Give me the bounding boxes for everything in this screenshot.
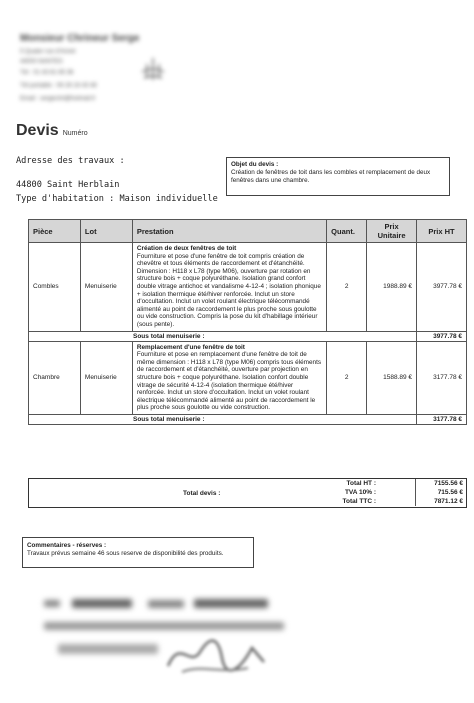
cell-piece: Combles [29, 243, 81, 332]
footer-blur [194, 599, 268, 608]
subtotal-value: 3977.78 € [417, 331, 467, 341]
cell-prix-ht: 3177.78 € [417, 341, 467, 414]
totals-box [28, 478, 467, 508]
cell-prix-unitaire: 1588.89 € [367, 341, 417, 414]
cell-prestation [132, 243, 326, 332]
address-city: 44800 Saint Herblain [16, 180, 120, 190]
subtotal-value: 3177.78 € [417, 414, 467, 424]
total-devis-label: Total devis : [183, 490, 221, 497]
subtotal-label: Sous total menuiserie : [29, 331, 417, 341]
tva-value: 715.56 € [437, 489, 463, 496]
col-prix-unitaire: Prix Unitaire [367, 220, 417, 243]
sender-line: Tél : 01 43 81 65 36 [20, 70, 74, 76]
prestation-text: Fourniture et pose d'une fenêtre de toit compris création de chevêtre et tous éléments de raccordement et d'étanchéité. Dimension : H118 x L78 (type M06), ouverture par rotation en structure bois + coque polyuréthane. Isolation grand confort double vitrage antichoc et vandalisme 4-12-4 ; isolation phonique + isolation thermique été/hiver renforcée. Inclut un store d'occultation. Inclut un volet roulant électrique télécommandé alimenté au point de raccordement le plus proche sous goulotte ou vide construction. Compris la pose du kit d'habillage intérieur (sous pente). [136, 252, 321, 328]
subtotal-row [29, 331, 467, 341]
tva-label: TVA 10% : [344, 489, 376, 496]
subtotal-row [29, 414, 467, 424]
col-prestation: Prestation [132, 220, 326, 243]
prestation-title: Remplacement d'une fenêtre de toit [136, 343, 245, 351]
devis-table [28, 219, 467, 425]
address-label: Adresse des travaux : [16, 156, 125, 166]
total-ht-row [29, 480, 466, 489]
comments-text: Travaux prévus semaine 46 sous reserve de disponibilité des produits. [27, 550, 224, 557]
footer-blur [72, 599, 132, 608]
total-ht-label: Total HT : [346, 480, 376, 487]
title-main: Devis [16, 122, 59, 139]
cell-quant: 2 [327, 243, 367, 332]
objet-text: Création de fenêtres de toit dans les combles et remplacement de deux fenêtres dans une chambre. [231, 169, 431, 184]
cell-prestation [132, 341, 326, 414]
footer-blur [44, 600, 60, 607]
cell-quant: 2 [327, 341, 367, 414]
tva-row [29, 489, 466, 498]
cell-piece: Chambre [29, 341, 81, 414]
cell-lot: Menuiserie [80, 341, 132, 414]
table-header [29, 220, 467, 243]
col-lot: Lot [80, 220, 132, 243]
signature-icon [160, 628, 270, 678]
footer-blur [58, 644, 158, 654]
total-ht-value: 7155.56 € [434, 480, 463, 487]
sender-line: Tél portable : 06 28 16 43 48 [20, 83, 97, 89]
cell-lot: Menuiserie [80, 243, 132, 332]
sender-line: 5 Quater rue d'Annet [20, 49, 76, 55]
prestation-text: Fourniture et pose en remplacement d'une fenêtre de toit de même dimension : H118 x L78 (type M06) compris tous éléments de raccordement et d'étanchéité, ouverture par projection en structure bois + coque polyuréthane. Isolation confort double vitrage de sécurité 4-12-4 (isolation thermique été/hiver renforcée. Inclut un store d'occultation. Inclut un volet roulant électrique télécommandé alimenté au point de raccordement le plus proche sous goulotte ou vide construction. [136, 351, 322, 412]
total-ttc-row [29, 498, 466, 507]
comments-box [22, 537, 254, 568]
comments-label: Commentaires - réserves : [27, 542, 107, 549]
col-piece: Pièce [29, 220, 81, 243]
total-ttc-label: Total TTC : [342, 498, 376, 505]
title-numero: Numéro [62, 130, 88, 137]
objet-box [226, 157, 450, 196]
habitation-type: Type d'habitation : Maison individuelle [16, 194, 218, 204]
col-quant: Quant. [327, 220, 367, 243]
cell-prix-ht: 3977.78 € [417, 243, 467, 332]
prestation-title: Création de deux fenêtres de toit [136, 245, 237, 252]
sender-line: 44000 NANTES [20, 59, 63, 65]
col-prix-ht: Prix HT [417, 220, 467, 243]
page-title [16, 122, 88, 140]
objet-label: Objet du devis : [231, 161, 279, 168]
cell-prix-unitaire: 1988.89 € [367, 243, 417, 332]
sender-line: Email : sergechri@hotmail.fr [20, 96, 96, 102]
company-logo-icon [138, 54, 168, 84]
sender-name: Monsieur Chrineur Serge [20, 33, 140, 44]
total-ttc-value: 7871.12 € [434, 498, 463, 505]
subtotal-label: Sous total menuiserie : [29, 414, 417, 424]
table-row [29, 341, 467, 414]
table-row [29, 243, 467, 332]
footer-blur [148, 600, 184, 608]
